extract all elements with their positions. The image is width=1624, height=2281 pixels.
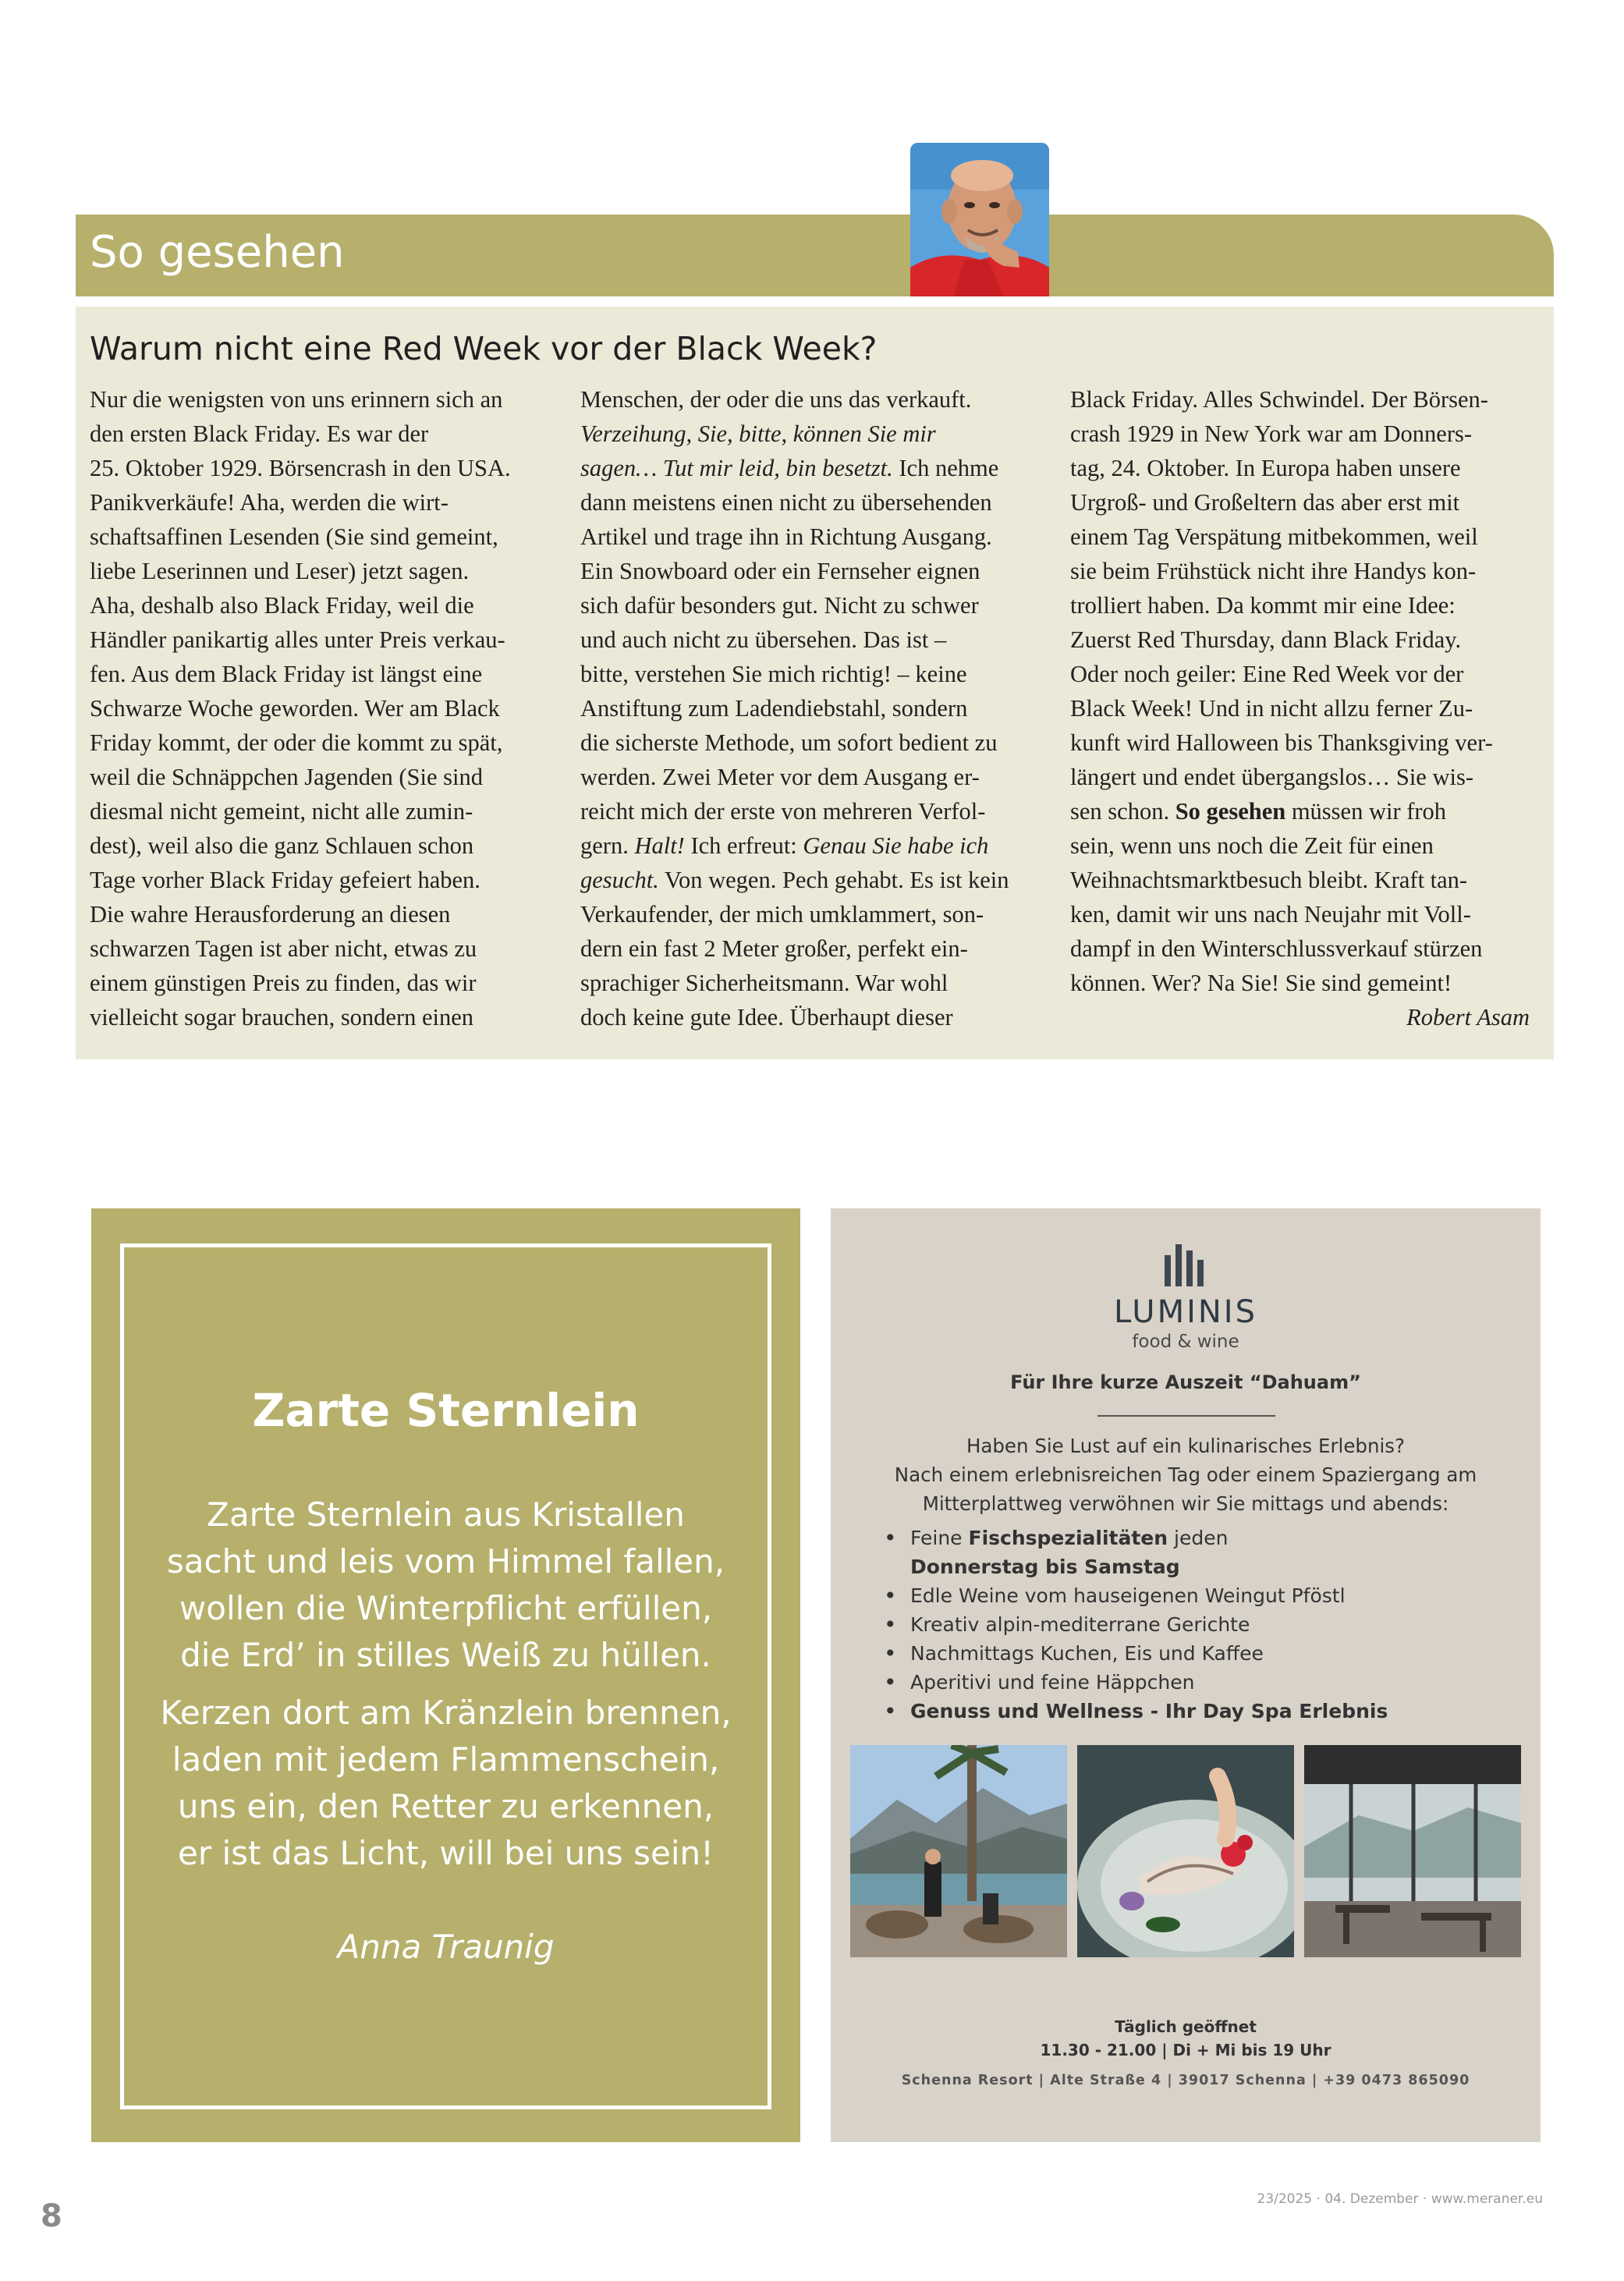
column-text-col-2: [580, 382, 1048, 1034]
italic-quote: Genau Sie habe ich: [803, 832, 989, 859]
ad-divider: [1097, 1415, 1275, 1417]
text-line: fen. Aus dem Black Friday ist längst eine: [90, 661, 483, 687]
bold-phrase: Fischspezialitäten: [968, 1527, 1168, 1549]
text-line: weil die Schnäppchen Jagenden (Sie sind: [90, 764, 483, 790]
text-fragment: jeden: [1168, 1527, 1229, 1549]
column-text-col-1: [90, 382, 558, 1034]
text-line: den ersten Black Friday. Es war der: [90, 420, 429, 447]
ad-offer-list: [884, 1524, 1492, 1726]
luminis-logo-icon: [1158, 1241, 1213, 1286]
poem-line: laden mit jedem Flammenschein,: [172, 1740, 720, 1779]
text-line: sich dafür besonders gut. Nicht zu schwer: [580, 592, 979, 619]
ad-address: Schenna Resort | Alte Straße 4 | 39017 Schenna | +39 0473 865090: [901, 2073, 1470, 2088]
poem-line: wollen die Winterpflicht erfüllen,: [179, 1589, 713, 1627]
text-line: Tage vorher Black Friday gefeiert haben.: [90, 867, 480, 893]
column-text-col-3: [1070, 382, 1538, 1034]
text-line: schaftsaffinen Lesenden (Sie sind gemeint,: [90, 523, 498, 550]
text-line: Urgroß- und Großeltern das aber erst mit: [1070, 489, 1460, 516]
text-line: kunft wird Halloween bis Thanksgiving ver-: [1070, 729, 1493, 756]
italic-quote: gesucht.: [580, 867, 659, 893]
ad-intro-line: Nach einem erlebnisreichen Tag oder einem Spaziergang am: [894, 1463, 1477, 1486]
ad-offer-item: [884, 1697, 1492, 1726]
column-section-title: So gesehen: [90, 227, 345, 278]
ad-offer-item: • Edle Weine vom hauseigenen Weingut Pföstl: [884, 1581, 1492, 1610]
ad-photo-interior: [1304, 1745, 1521, 1957]
text-line: einem günstigen Preis zu finden, das wir: [90, 970, 477, 996]
text-line: 25. Oktober 1929. Börsencrash in den USA.: [90, 455, 511, 481]
text-line: Nur die wenigsten von uns erinnern sich an: [90, 386, 503, 413]
bold-phrase: Genuss und Wellness - Ihr Day Spa Erlebnis: [910, 1700, 1388, 1722]
poem-line: er ist das Licht, will bei uns sein!: [178, 1834, 714, 1872]
ad-intro-line: Mitterplattweg verwöhnen wir Sie mittags und abends:: [922, 1492, 1449, 1515]
poem-line: uns ein, den Retter zu erkennen,: [177, 1787, 714, 1825]
ad-photo-terrace: [850, 1745, 1067, 1957]
terrace-photo-drawing: [850, 1745, 1067, 1957]
ad-brand-subtitle: food & wine: [1132, 1332, 1239, 1352]
text-line: Aha, deshalb also Black Friday, weil die: [90, 592, 474, 619]
text-line: dampf in den Winterschlussverkauf stürzen: [1070, 935, 1483, 962]
text-line: tag, 24. Oktober. In Europa haben unsere: [1070, 455, 1461, 481]
column-header-bar: [76, 215, 1554, 296]
luminis-advertisement: [831, 1208, 1541, 2142]
text-line: Friday kommt, der oder die kommt zu spät,: [90, 729, 503, 756]
ad-opening-hours: 11.30 - 21.00 | Di + Mi bis 19 Uhr: [1040, 2041, 1331, 2059]
poem-line: Zarte Sternlein aus Kristallen: [207, 1495, 685, 1534]
text-line: Panikverkäufe! Aha, werden die wirt-: [90, 489, 449, 516]
text-line: [580, 417, 1048, 451]
text-line: dest), weil also die ganz Schlauen schon: [90, 832, 474, 859]
text-line: und auch nicht zu übersehen. Das ist –: [580, 626, 947, 653]
poem-line: Kerzen dort am Kränzlein brennen,: [160, 1694, 732, 1732]
text-fragment: Ich erfreut:: [684, 832, 803, 859]
text-line: sein, wenn uns noch die Zeit für einen: [1070, 832, 1434, 859]
text-line: Händler panikartig alles unter Preis verkau-: [90, 626, 505, 653]
poem-box: [91, 1208, 800, 2142]
ad-intro: [831, 1431, 1541, 1518]
text-line: schwarzen Tagen ist aber nicht, etwas zu: [90, 935, 477, 962]
poem-frame: [120, 1243, 771, 2109]
text-line: Menschen, der oder die uns das verkauft.: [580, 386, 972, 413]
text-line: diesmal nicht gemeint, nicht alle zumin-: [90, 798, 473, 825]
poem-author: Anna Traunig: [337, 1928, 555, 1966]
italic-quote: Halt!: [634, 832, 685, 859]
text-line: sprachiger Sicherheitsmann. War wohl: [580, 970, 949, 996]
ad-offer-item: [884, 1524, 1492, 1552]
ad-opening-label: Täglich geöffnet: [1115, 2017, 1257, 2036]
text-line: vielleicht sogar brauchen, sondern einen: [90, 1004, 474, 1031]
text-line: sie beim Frühstück nicht ihre Handys kon-: [1070, 558, 1477, 584]
text-line: können. Wer? Na Sie! Sie sind gemeint!: [1070, 970, 1452, 996]
italic-quote: sagen… Tut mir leid, bin besetzt.: [580, 455, 893, 481]
text-line: Weihnachtsmarktbesuch bleibt. Kraft tan-: [1070, 867, 1468, 893]
text-line: dann meistens einen nicht zu übersehenden: [580, 489, 992, 516]
text-line: Artikel und trage ihn in Richtung Ausgang.: [580, 523, 992, 550]
text-line: dern ein fast 2 Meter großer, perfekt ein-: [580, 935, 968, 962]
text-line: Black Week! Und in nicht allzu ferner Zu-: [1070, 695, 1473, 722]
ad-offer-item: • Nachmittags Kuchen, Eis und Kaffee: [884, 1639, 1492, 1668]
page-number: 8: [41, 2198, 62, 2234]
column-headline: Warum nicht eine Red Week vor der Black Week?: [90, 330, 878, 367]
text-fragment: gern.: [580, 832, 635, 859]
text-line: längert und endet übergangslos… Sie wis-: [1070, 764, 1473, 790]
poem-title: Zarte Sternlein: [252, 1384, 640, 1437]
text-fragment: Ich nehme: [892, 455, 999, 481]
text-fragment: müssen wir froh: [1285, 798, 1447, 825]
text-line: die sicherste Methode, um sofort bedient zu: [580, 729, 998, 756]
italic-quote: Verzeihung, Sie, bitte, können Sie mir: [580, 420, 936, 447]
ad-offer-item: • Kreativ alpin-mediterrane Gerichte: [884, 1610, 1492, 1639]
ad-brand-name: LUMINIS: [1114, 1294, 1257, 1330]
text-line: Ein Snowboard oder ein Fernseher eignen: [580, 558, 980, 584]
text-line: doch keine gute Idee. Überhaupt dieser: [580, 1004, 953, 1031]
ad-intro-line: Haben Sie Lust auf ein kulinarisches Erlebnis?: [966, 1435, 1406, 1457]
text-fragment: Von wegen. Pech gehabt. Es ist kein: [658, 867, 1009, 893]
column-author: Robert Asam: [1406, 1004, 1530, 1031]
bold-phrase: So gesehen: [1175, 798, 1286, 825]
ad-offer-item: • Aperitivi und feine Häppchen: [884, 1668, 1492, 1697]
poem-stanza-1: [124, 1492, 768, 1679]
author-portrait-drawing: [910, 143, 1049, 296]
footer-meta: 23/2025 · 04. Dezember · www.meraner.eu: [1257, 2191, 1543, 2207]
text-line: Anstiftung zum Ladendiebstahl, sondern: [580, 695, 968, 722]
text-line: reicht mich der erste von mehreren Verfol-: [580, 798, 986, 825]
author-portrait: [910, 143, 1049, 296]
dish-photo-drawing: [1077, 1745, 1294, 1957]
text-line: crash 1929 in New York war am Donners-: [1070, 420, 1473, 447]
text-line: Black Friday. Alles Schwindel. Der Börsen-: [1070, 386, 1488, 413]
text-fragment: Feine: [910, 1527, 969, 1549]
column-body: [76, 307, 1554, 1059]
text-line: werden. Zwei Meter vor dem Ausgang er-: [580, 764, 980, 790]
text-line: trolliert haben. Da kommt mir eine Idee:: [1070, 592, 1456, 619]
text-line: einem Tag Verspätung mitbekommen, weil: [1070, 523, 1478, 550]
text-fragment: sen schon.: [1070, 798, 1175, 825]
text-line: Verkaufender, der mich umklammert, son-: [580, 901, 984, 928]
ad-photo-dish: [1077, 1745, 1294, 1957]
text-line: [580, 451, 1048, 485]
text-line: [580, 863, 1048, 897]
text-line: ken, damit wir uns nach Neujahr mit Voll-: [1070, 901, 1471, 928]
text-line: Die wahre Herausforderung an diesen: [90, 901, 451, 928]
text-line: [580, 828, 1048, 863]
poem-stanza-2: [124, 1690, 768, 1877]
text-line: Schwarze Woche geworden. Wer am Black: [90, 695, 500, 722]
poem-line: sacht und leis vom Himmel fallen,: [166, 1542, 725, 1580]
text-line: bitte, verstehen Sie mich richtig! – keine: [580, 661, 967, 687]
text-line: liebe Leserinnen und Leser) jetzt sagen.: [90, 558, 470, 584]
text-line: Zuerst Red Thursday, dann Black Friday.: [1070, 626, 1462, 653]
poem-line: die Erd’ in stilles Weiß zu hüllen.: [180, 1636, 711, 1674]
ad-tagline: Für Ihre kurze Auszeit “Dahuam”: [1010, 1371, 1361, 1393]
text-line: Oder noch geiler: Eine Red Week vor der: [1070, 661, 1464, 687]
text-line: [1070, 794, 1538, 828]
interior-photo-drawing: [1304, 1745, 1521, 1957]
ad-offer-item-continuation: Donnerstag bis Samstag: [910, 1556, 1180, 1578]
